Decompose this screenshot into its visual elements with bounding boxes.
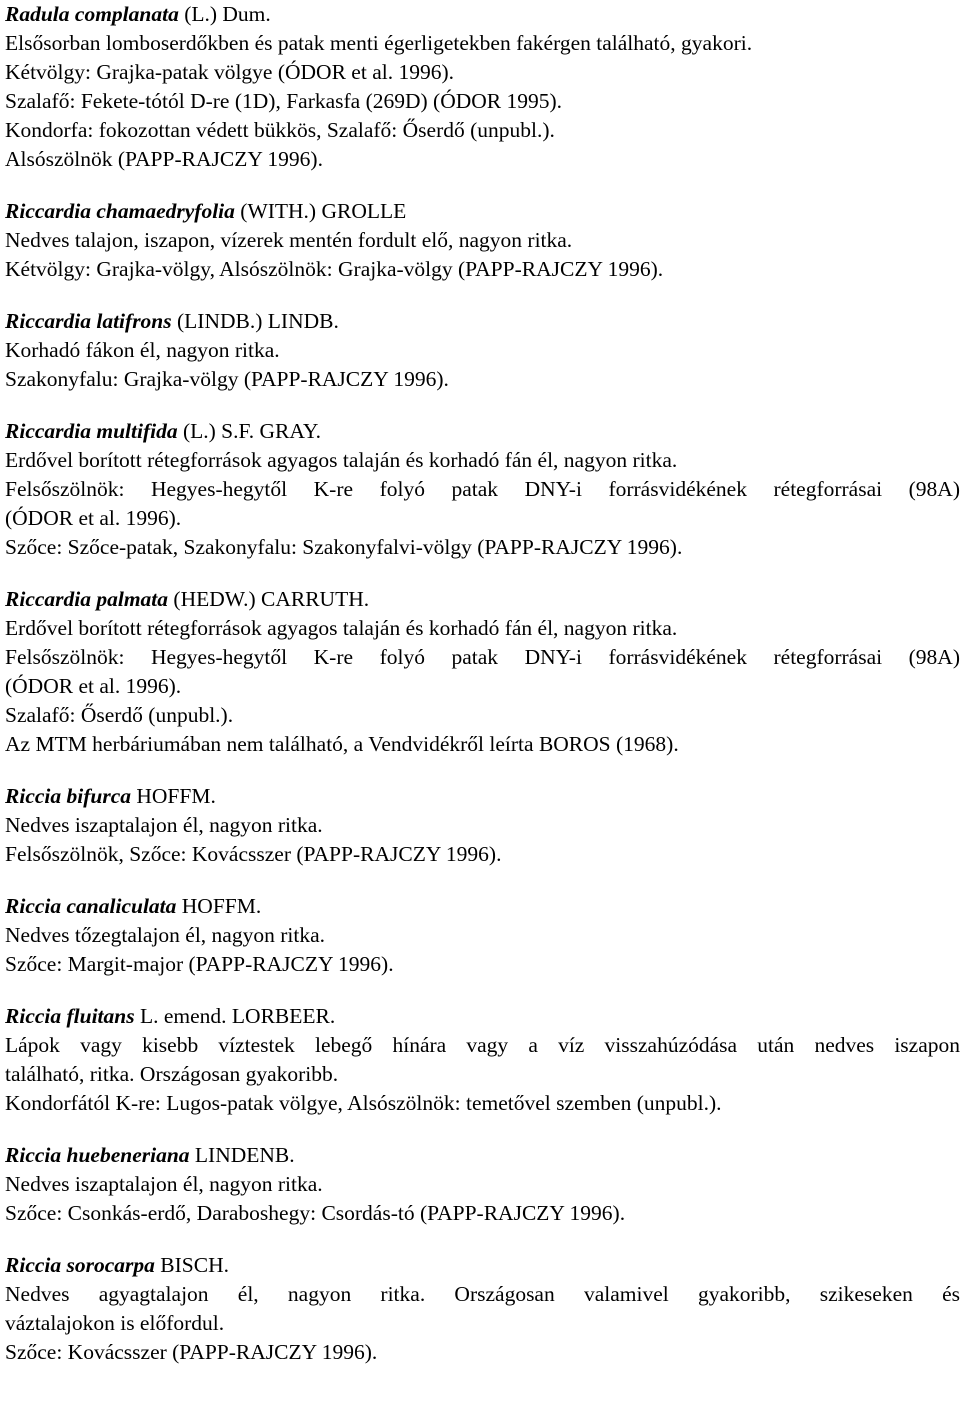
taxon-author: (HEDW.) CARRUTH. <box>168 587 370 611</box>
species-heading <box>5 417 960 446</box>
text-line: (ÓDOR et al. 1996). <box>5 506 182 530</box>
text-line: Szőce: Szőce-patak, Szakonyfalu: Szakonyfalvi-völgy (PAPP-RAJCZY 1996). <box>5 535 683 559</box>
species-heading <box>5 197 960 226</box>
taxon-name: Riccardia multifida <box>5 419 178 443</box>
species-entry <box>5 307 960 394</box>
text-line: Kondorfa: fokozottan védett bükkös, Szalafő: Őserdő (unpubl.). <box>5 118 555 142</box>
text-line: Felsőszölnök: Hegyes-hegytől K-re folyó patak DNY-i forrásvidékének rétegforrásai (98A) <box>5 645 960 669</box>
text-line: (ÓDOR et al. 1996). <box>5 674 182 698</box>
taxon-author: HOFFM. <box>131 784 216 808</box>
species-heading <box>5 1002 960 1031</box>
text-line: Nedves iszaptalajon él, nagyon ritka. <box>5 1172 323 1196</box>
taxon-author: (LINDB.) LINDB. <box>171 309 339 333</box>
text-line: Nedves agyagtalajon él, nagyon ritka. Országosan valamivel gyakoribb, szikeseken és <box>5 1282 960 1306</box>
text-line: Lápok vagy kisebb víztestek lebegő hínára vagy a víz visszahúzódása után nedves iszapon <box>5 1033 960 1057</box>
species-entry <box>5 417 960 562</box>
species-heading <box>5 892 960 921</box>
text-line: Szalafő: Őserdő (unpubl.). <box>5 703 234 727</box>
text-line: Alsószölnök (PAPP-RAJCZY 1996). <box>5 147 323 171</box>
species-entry <box>5 1251 960 1367</box>
taxon-author: L. emend. LORBEER. <box>134 1004 336 1028</box>
text-line: Elsősorban lomboserdőkben és patak menti égerligetekben fakérgen található, gyakori. <box>5 31 753 55</box>
text-line: Nedves talajon, iszapon, vízerek mentén fordult elő, nagyon ritka. <box>5 228 573 252</box>
species-entry <box>5 585 960 759</box>
species-heading <box>5 0 960 29</box>
species-entry <box>5 892 960 979</box>
taxon-name: Radula complanata <box>5 2 179 26</box>
species-heading <box>5 782 960 811</box>
species-entry <box>5 1002 960 1118</box>
species-entry <box>5 782 960 869</box>
text-line: Szőce: Csonkás-erdő, Daraboshegy: Csordás-tó (PAPP-RAJCZY 1996). <box>5 1201 626 1225</box>
species-heading <box>5 307 960 336</box>
taxon-name: Riccia canaliculata <box>5 894 177 918</box>
taxon-author: BISCH. <box>154 1253 229 1277</box>
text-line: Szakonyfalu: Grajka-völgy (PAPP-RAJCZY 1996). <box>5 367 449 391</box>
taxon-name: Riccardia latifrons <box>5 309 172 333</box>
taxon-author: (WITH.) GROLLE <box>234 199 407 223</box>
species-heading <box>5 1141 960 1170</box>
taxon-author: (L.) Dum. <box>178 2 271 26</box>
taxon-name: Riccia sorocarpa <box>5 1253 155 1277</box>
taxon-name: Riccia bifurca <box>5 784 131 808</box>
taxon-name: Riccardia palmata <box>5 587 169 611</box>
text-line: Kétvölgy: Grajka-patak völgye (ÓDOR et al. 1996). <box>5 60 454 84</box>
text-line: Szalafő: Fekete-tótól D-re (1D), Farkasfa (269D) (ÓDOR 1995). <box>5 89 563 113</box>
species-entry <box>5 1141 960 1228</box>
document-page <box>5 0 960 1367</box>
text-line: Nedves iszaptalajon él, nagyon ritka. <box>5 813 323 837</box>
taxon-author: (L.) S.F. GRAY. <box>177 419 322 443</box>
taxon-author: HOFFM. <box>176 894 262 918</box>
text-line: található, ritka. Országosan gyakoribb. <box>5 1062 339 1086</box>
text-line: Korhadó fákon él, nagyon ritka. <box>5 338 280 362</box>
species-heading <box>5 1251 960 1280</box>
text-line: Erdővel borított rétegforrások agyagos talaján és korhadó fán él, nagyon ritka. <box>5 616 678 640</box>
text-line: Kétvölgy: Grajka-völgy, Alsószölnök: Grajka-völgy (PAPP-RAJCZY 1996). <box>5 257 664 281</box>
taxon-name: Riccia huebeneriana <box>5 1143 190 1167</box>
species-heading <box>5 585 960 614</box>
text-line: Felsőszölnök, Szőce: Kovácsszer (PAPP-RAJCZY 1996). <box>5 842 502 866</box>
taxon-author: LINDENB. <box>189 1143 295 1167</box>
species-entry <box>5 0 960 174</box>
taxon-name: Riccardia chamaedryfolia <box>5 199 235 223</box>
text-line: Az MTM herbáriumában nem található, a Vendvidékről leírta BOROS (1968). <box>5 732 679 756</box>
text-line: Szőce: Margit-major (PAPP-RAJCZY 1996). <box>5 952 394 976</box>
species-entry <box>5 197 960 284</box>
text-line: Felsőszölnök: Hegyes-hegytől K-re folyó patak DNY-i forrásvidékének rétegforrásai (98A) <box>5 477 960 501</box>
text-line: Szőce: Kovácsszer (PAPP-RAJCZY 1996). <box>5 1340 378 1364</box>
text-line: Nedves tőzegtalajon él, nagyon ritka. <box>5 923 326 947</box>
text-line: Kondorfától K-re: Lugos-patak völgye, Alsószölnök: temetővel szemben (unpubl.). <box>5 1091 722 1115</box>
taxon-name: Riccia fluitans <box>5 1004 135 1028</box>
text-line: Erdővel borított rétegforrások agyagos talaján és korhadó fán él, nagyon ritka. <box>5 448 678 472</box>
text-line: váztalajokon is előfordul. <box>5 1311 225 1335</box>
